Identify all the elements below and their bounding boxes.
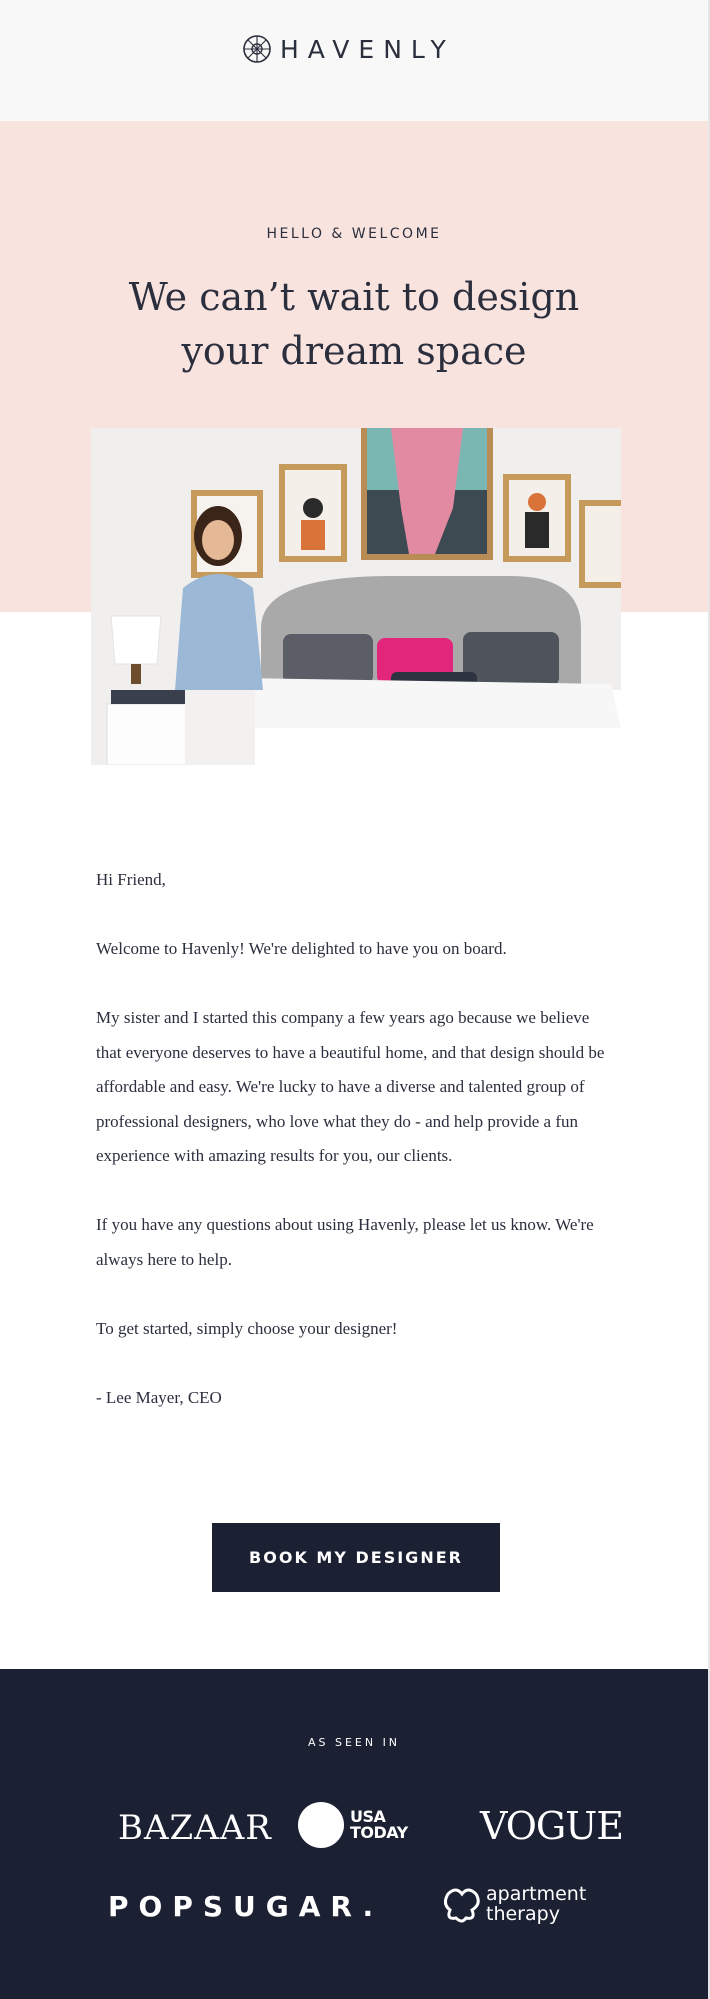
- questions-paragraph: If you have any questions about using Havenly, please let us know. We're always here to help.: [96, 1215, 594, 1269]
- hero-headline: [0, 270, 708, 378]
- welcome-paragraph: Welcome to Havenly! We're delighted to have you on board.: [96, 939, 507, 958]
- bedroom-illustration: [91, 428, 621, 765]
- havenly-logo[interactable]: [242, 32, 455, 66]
- as-seen-in-label: AS SEEN IN: [307, 1736, 401, 1749]
- apartment-therapy-icon: [442, 1884, 482, 1924]
- designer-bedroom-photo: [91, 428, 621, 765]
- usa-today-line-1: USA: [350, 1807, 386, 1826]
- havenly-mark-icon: [242, 34, 272, 64]
- greeting: Hi Friend,: [96, 870, 166, 889]
- header: [0, 0, 708, 121]
- apartment-line-2: therapy: [486, 1903, 560, 1925]
- story-paragraph: My sister and I started this company a few years ago because we believe that everyone deserves to have a beautiful home, and that design should be affordable and easy. We're lucky to have a diverse and talented group of professional designers, who love what they do - and help provide a fun experience with amazing results for you, our clients.: [96, 1008, 605, 1165]
- book-my-designer-button[interactable]: BOOK MY DESIGNER: [212, 1523, 500, 1592]
- get-started-paragraph: To get started, simply choose your designer!: [96, 1318, 398, 1338]
- headline-line-1: We can’t wait to design: [128, 275, 580, 319]
- headline-line-2: your dream space: [181, 329, 527, 373]
- apartment-line-1: apartment: [486, 1883, 587, 1905]
- apartment-therapy-text: [486, 1884, 586, 1924]
- letter-body: [96, 863, 616, 1450]
- logo-wordmark: HAVENLY: [280, 34, 455, 64]
- usa-today-text: [350, 1809, 408, 1841]
- usa-today-logo: [298, 1802, 408, 1848]
- bazaar-logo: BAZAAR: [118, 1808, 272, 1848]
- hero-eyebrow: HELLO & WELCOME: [266, 226, 442, 242]
- vogue-logo: VOGUE: [480, 1804, 624, 1848]
- popsugar-logo: POPSUGAR.: [108, 1890, 384, 1923]
- usa-today-circle-icon: [298, 1802, 344, 1848]
- signature: - Lee Mayer, CEO: [96, 1387, 222, 1407]
- usa-today-line-2: TODAY: [350, 1823, 408, 1842]
- apartment-therapy-logo: [442, 1884, 586, 1924]
